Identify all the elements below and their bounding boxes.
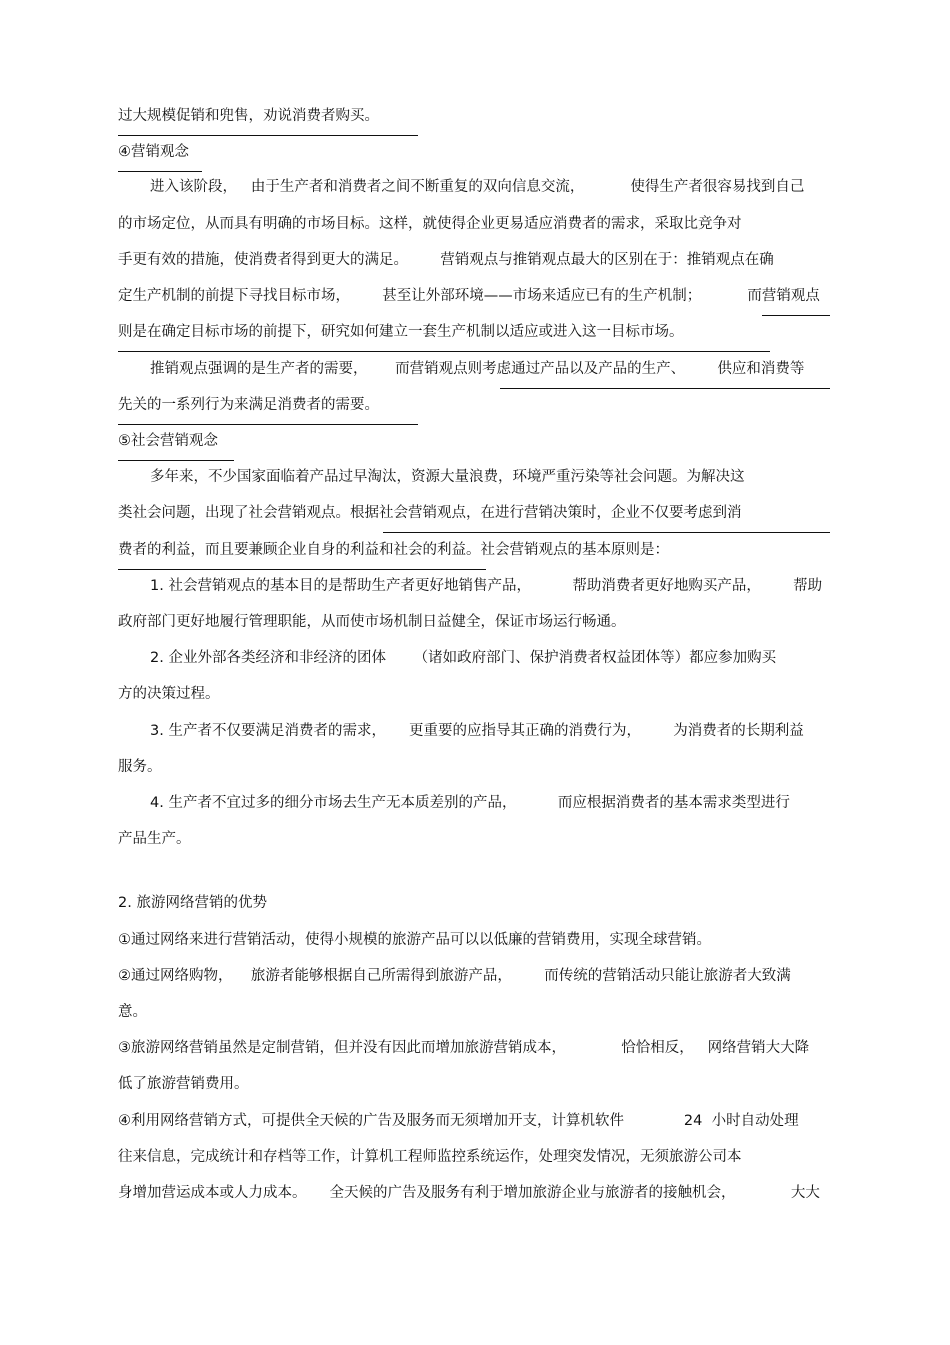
text-line: 往来信息，完成统计和存档等工作，计算机工程师监控系统运作，处理突发情况，无须旅游公司本 (118, 1149, 742, 1165)
underline (762, 315, 830, 316)
text-line: 方的决策过程。 (118, 686, 220, 702)
text-line: 身增加营运成本或人力成本。 全天候的广告及服务有利于增加旅游企业与旅游者的接触机会， 大大 (118, 1185, 820, 1201)
text-line: 1. 社会营销观点的基本目的是帮助生产者更好地销售产品， 帮助消费者更好地购买产品， 帮助 (150, 578, 823, 594)
text-line: ①通过网络来进行营销活动，使得小规模的旅游产品可以以低廉的营销费用，实现全球营销。 (118, 932, 711, 948)
text-line: 3. 生产者不仅要满足消费者的需求， 更重要的应指导其正确的消费行为， 为消费者的长期利益 (150, 723, 804, 739)
text-line: 多年来，不少国家面临着产品过早淘汰，资源大量浪费，环境严重污染等社会问题。为解决这 (150, 469, 745, 485)
text-line: 2. 企业外部各类经济和非经济的团体 （诸如政府部门、保护消费者权益团体等）都应参加购买 (150, 650, 777, 666)
text-line: 则是在确定目标市场的前提下，研究如何建立一套生产机制以适应或进入这一目标市场。 (118, 324, 684, 340)
text-line: 2. 旅游网络营销的优势 (118, 895, 267, 911)
underline (118, 460, 234, 461)
text-line: 定生产机制的前提下寻找目标市场， 甚至让外部环境——市场来适应已有的生产机制； 而营销观点 (118, 288, 820, 304)
underline (383, 532, 830, 533)
underline (118, 135, 418, 136)
text-line: ⑤社会营销观念 (118, 433, 218, 449)
text-line: 手更有效的措施，使消费者得到更大的满足。 营销观点与推销观点最大的区别在于：推销观点在确 (118, 252, 774, 268)
text-line: 类社会问题，出现了社会营销观点。根据社会营销观点，在进行营销决策时，企业不仅要考虑到消 (118, 505, 742, 521)
text-line: ④营销观念 (118, 144, 189, 160)
text-line: 4. 生产者不宜过多的细分市场去生产无本质差别的产品， 而应根据消费者的基本需求类型进行 (150, 795, 790, 811)
underline (118, 351, 770, 352)
text-line: ②通过网络购物， 旅游者能够根据自己所需得到旅游产品， 而传统的营销活动只能让旅游者大致满 (118, 968, 791, 984)
underline (118, 424, 418, 425)
underline (118, 171, 202, 172)
text-line: 进入该阶段， 由于生产者和消费者之间不断重复的双向信息交流， 使得生产者很容易找到自己 (150, 179, 805, 195)
text-line: 费者的利益，而且要兼顾企业自身的利益和社会的利益。社会营销观点的基本原则是： (118, 542, 669, 558)
text-line: 推销观点强调的是生产者的需要， 而营销观点则考虑通过产品以及产品的生产、 供应和消费等 (150, 361, 805, 377)
text-line: 政府部门更好地履行管理职能，从而使市场机制日益健全，保证市场运行畅通。 (118, 614, 626, 630)
underline (500, 388, 830, 389)
text-line: 低了旅游营销费用。 (118, 1076, 249, 1092)
text-line: 过大规模促销和兜售，劝说消费者购买。 (118, 108, 379, 124)
text-line: 意。 (118, 1004, 147, 1020)
text-line: 产品生产。 (118, 831, 191, 847)
text-line: ③旅游网络营销虽然是定制营销，但并没有因此而增加旅游营销成本， 恰恰相反， 网络营销大大降 (118, 1040, 810, 1056)
underline (118, 569, 486, 570)
text-line: ④利用网络营销方式，可提供全天候的广告及服务而无须增加开支，计算机软件 24 小时自动处理 (118, 1113, 799, 1129)
text-line: 服务。 (118, 759, 162, 775)
text-line: 先关的一系列行为来满足消费者的需要。 (118, 397, 379, 413)
text-line: 的市场定位，从而具有明确的市场目标。这样，就使得企业更易适应消费者的需求，采取比竞争对 (118, 216, 742, 232)
